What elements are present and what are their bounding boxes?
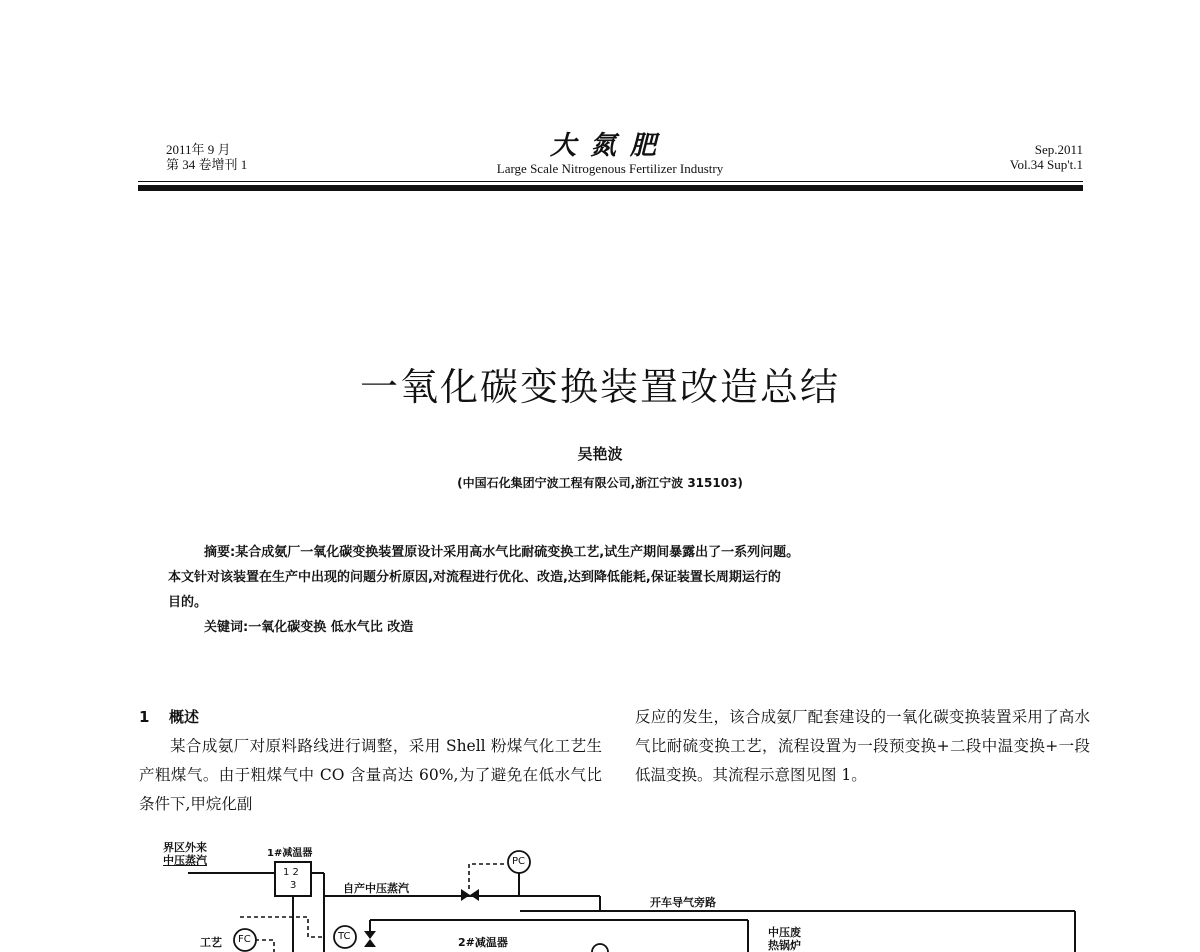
label-desuperheater-2: 2#减温器 (458, 936, 508, 949)
label-mp-boiler-2: 热锅炉 (768, 939, 801, 952)
abstract-line-3: 目的。 (168, 595, 208, 610)
header-date-en: Sep.2011 (1034, 142, 1083, 157)
label-external-steam-2: 中压蒸汽 (163, 854, 207, 867)
label-pc: PC (512, 856, 526, 867)
label-tc: TC (338, 931, 351, 942)
label-desuperheater-1: 1#减温器 (267, 848, 313, 859)
label-process: 工艺 (200, 936, 222, 949)
label-box-nums-1: 1 2 (283, 867, 299, 878)
label-startup-bypass: 开车导气旁路 (650, 896, 716, 909)
header-date-volume-en (1010, 142, 1083, 172)
abstract-line-2: 本文针对该装置在生产中出现的问题分析原因,对流程进行优化、改造,达到降低能耗,保证装置长周期运行的 (168, 570, 781, 585)
section-heading (139, 703, 602, 732)
abstract (168, 540, 1048, 640)
journal-title-en: Large Scale Nitrogenous Fertilizer Industry (496, 161, 724, 176)
header-volume-en: Vol.34 Sup't.1 (1009, 157, 1083, 172)
body-column-right (635, 703, 1090, 790)
abstract-line-1: 摘要:某合成氨厂一氧化碳变换装置原设计采用高水气比耐硫变换工艺,试生产期间暴露出了一系列问题。 (204, 545, 800, 560)
article-author: 吴艳波 (577, 445, 623, 463)
keywords: 关键词:一氧化碳变换 低水气比 改造 (204, 620, 414, 635)
journal-masthead (430, 133, 790, 176)
section-number: 1 (139, 708, 150, 726)
header-volume-cn: 第 34 卷增刊 1 (166, 157, 248, 172)
article-title: 一氧化碳变换装置改造总结 (359, 365, 840, 409)
label-mp-boiler: 中压废 (768, 926, 801, 939)
journal-title-cn: 大氮肥 (549, 131, 670, 161)
section-title: 概述 (169, 708, 200, 726)
body-paragraph-right: 反应的发生，该合成氨厂配套建设的一氧化碳变换装置采用了高水气比耐硫变换工艺，流程设置为一段预变换+二段中温变换+一段低温变换。其流程示意图见图 1。 (635, 708, 1090, 784)
label-self-steam: 自产中压蒸汽 (343, 882, 409, 895)
header-rule-thick (138, 185, 1083, 191)
process-flow-diagram (150, 835, 1100, 952)
header-date-volume (166, 142, 247, 172)
article-affiliation: (中国石化集团宁波工程有限公司,浙江宁波 315103) (457, 476, 743, 490)
label-fc: FC (238, 934, 251, 945)
label-box-nums-2: 3 (290, 880, 297, 891)
header-rule-thin (138, 181, 1083, 182)
header-date-cn: 2011年 9 月 (166, 142, 231, 157)
body-column-left (139, 703, 602, 819)
body-paragraph-left: 某合成氨厂对原料路线进行调整，采用 Shell 粉煤气化工艺生产粗煤气。由于粗煤气中 CO 含量高达 60%,为了避免在低水气比条件下,甲烷化副 (139, 737, 602, 813)
label-external-steam-1: 界区外来 (163, 841, 207, 854)
